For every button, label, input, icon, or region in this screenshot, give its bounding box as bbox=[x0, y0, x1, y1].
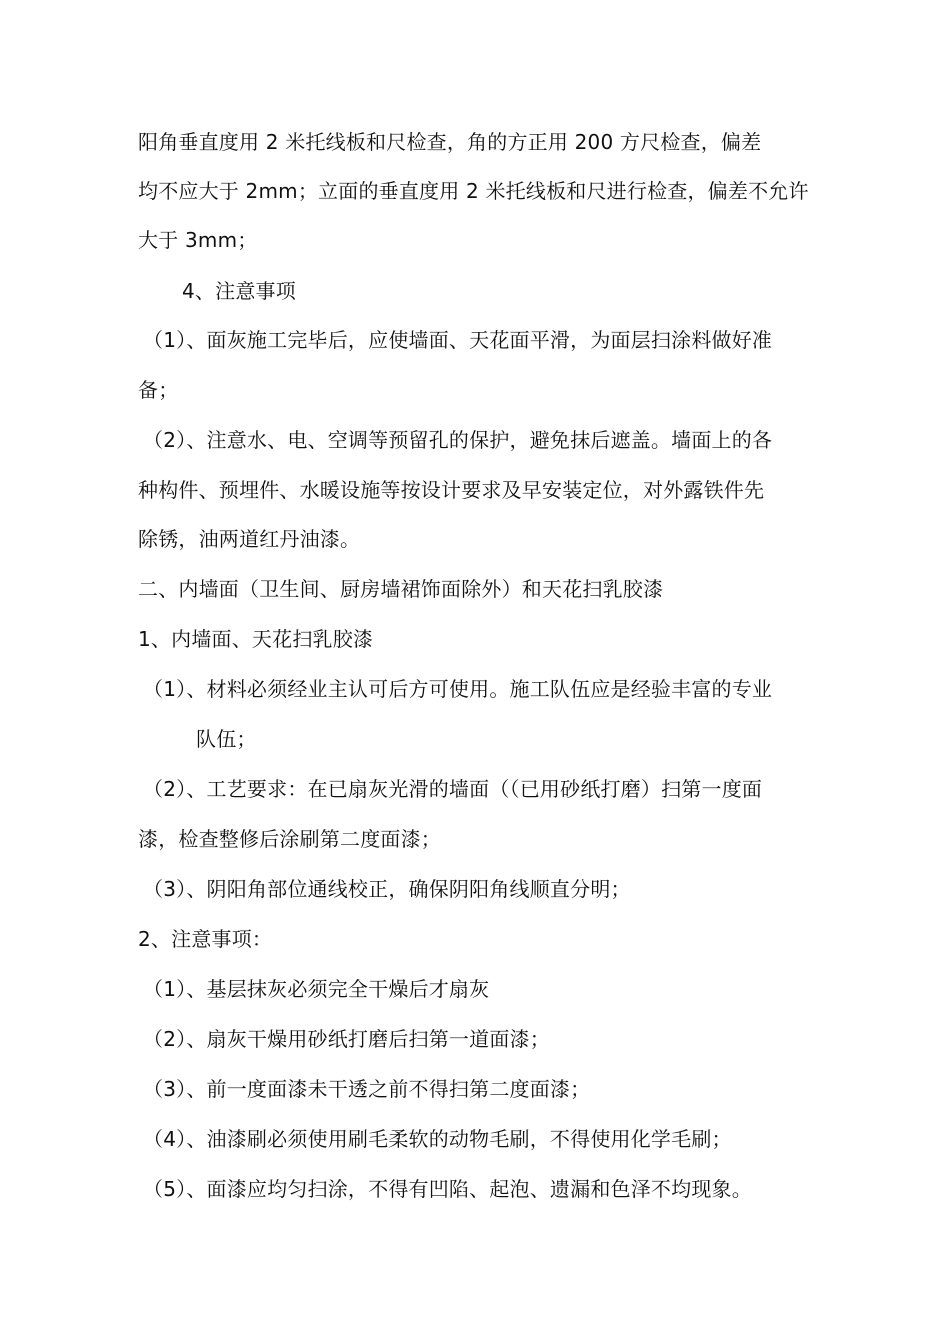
process-item-3: （3）、阴阳角部位通线校正，确保阴阳角线顺直分明； bbox=[143, 877, 631, 901]
subsection-heading-2: 2、注意事项： bbox=[138, 927, 273, 951]
notice-item-2: （2）、扇灰干燥用砂纸打磨后扫第一道面漆； bbox=[143, 1027, 550, 1051]
section-heading-2: 二、内墙面（卫生间、厨房墙裙饰面除外）和天花扫乳胶漆 bbox=[138, 577, 664, 601]
list-item-1-line-1: （1）、面灰施工完毕后，应使墙面、天花面平滑，为面层扫涂料做好准 bbox=[143, 328, 773, 352]
list-item-2-line-2: 种构件、预埋件、水暖设施等按设计要求及早安装定位，对外露铁件先 bbox=[138, 478, 765, 502]
process-item-2-line-2: 漆，检查整修后涂刷第二度面漆； bbox=[138, 827, 441, 851]
material-item-1-line-1: （1）、材料必须经业主认可后方可使用。施工队伍应是经验丰富的专业 bbox=[143, 677, 773, 701]
text-line-1: 阳角垂直度用 2 米托线板和尺检查，角的方正用 200 方尺检查，偏差 bbox=[138, 130, 762, 154]
list-item-1-line-2: 备； bbox=[138, 378, 179, 402]
notice-item-1: （1）、基层抹灰必须完全干燥后才扇灰 bbox=[143, 977, 490, 1001]
material-item-1-line-2: 队伍； bbox=[196, 727, 257, 751]
list-item-2-line-3: 除锈，油两道红丹油漆。 bbox=[138, 527, 361, 551]
text-line-2: 均不应大于 2mm；立面的垂直度用 2 米托线板和尺进行检查，偏差不允许 bbox=[138, 179, 809, 203]
notice-item-4: （4）、油漆刷必须使用刷毛柔软的动物毛刷，不得使用化学毛刷； bbox=[143, 1127, 732, 1151]
notice-item-5: （5）、面漆应均匀扫涂，不得有凹陷、起泡、遗漏和色泽不均现象。 bbox=[143, 1177, 752, 1201]
text-line-3: 大于 3mm； bbox=[138, 228, 258, 252]
section-heading-4: 4、注意事项 bbox=[182, 279, 296, 303]
notice-item-3: （3）、前一度面漆未干透之前不得扫第二度面漆； bbox=[143, 1077, 591, 1101]
subsection-heading-1: 1、内墙面、天花扫乳胶漆 bbox=[138, 627, 374, 651]
list-item-2-line-1: （2）、注意水、电、空调等预留孔的保护，避免抹后遮盖。墙面上的各 bbox=[143, 428, 773, 452]
process-item-2-line-1: （2）、工艺要求：在已扇灰光滑的墙面（（已用砂纸打磨）扫第一度面 bbox=[143, 777, 763, 801]
